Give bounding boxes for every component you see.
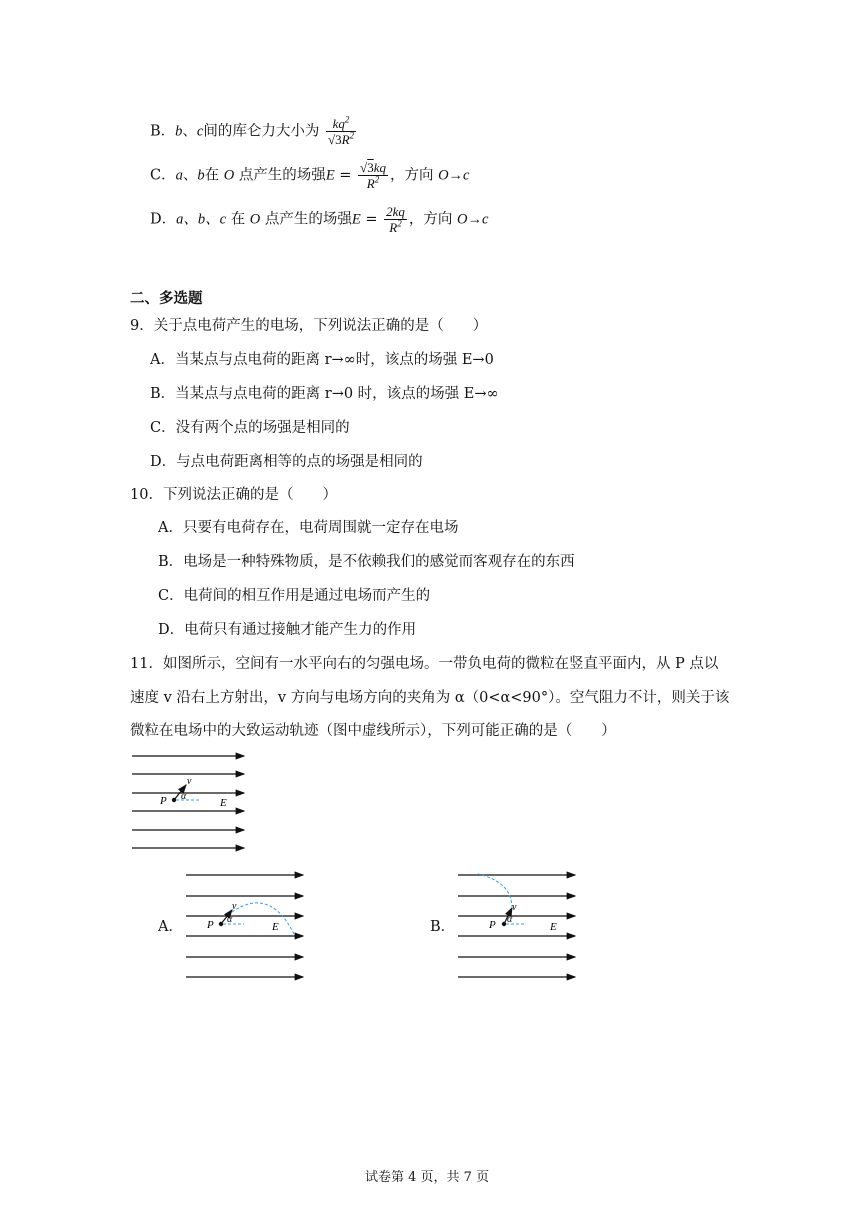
svg-text:v: v <box>232 901 237 912</box>
q11-main-figure <box>128 748 253 858</box>
q10-option-c: C．电荷间的相互作用是通过电场而产生的 <box>158 588 431 604</box>
svg-text:E: E <box>220 797 227 809</box>
q11-stem-line1: 11．如图所示，空间有一水平向右的匀强电场。一带负电荷的微粒在竖直平面内，从 P 点以 <box>130 656 719 672</box>
q9-stem: 9．关于点电荷产生的电场，下列说法正确的是（ ） <box>130 318 488 334</box>
svg-text:E: E <box>550 921 557 933</box>
svg-text:v: v <box>187 776 192 787</box>
q11-stem-line3: 微粒在电场中的大致运动轨迹（图中虚线所示），下列可能正确的是（ ） <box>130 723 616 739</box>
svg-text:v: v <box>512 902 517 913</box>
q9-option-a: A．当某点与点电荷的距离 r→∞时，该点的场强 E→0 <box>150 352 494 368</box>
q11-option-b-label: B． <box>430 919 456 935</box>
svg-text:α: α <box>507 914 513 925</box>
q11-option-b-figure <box>454 864 582 984</box>
section-title: 二、多选题 <box>130 291 203 307</box>
page-footer: 试卷第 4 页，共 7 页 <box>365 1170 490 1185</box>
svg-text:E: E <box>272 921 279 933</box>
q10-stem: 10．下列说法正确的是（ ） <box>130 487 337 503</box>
svg-text:P: P <box>489 919 496 931</box>
q8-option-b: B．b、c间的库仑力大小为 $\frac{kq^2}{√3R^2}$ <box>150 114 355 147</box>
q10-option-d: D．电荷只有通过接触才能产生力的作用 <box>158 622 417 638</box>
q8-option-c: C．a、b在 O 点产生的场强E = $\frac{√3kq}{R^2}$ ，方向 O→c <box>150 160 470 191</box>
svg-text:α: α <box>181 791 187 802</box>
fraction-coulomb-force: $\frac{kq^2}{√3R^2}$ <box>327 114 355 147</box>
q10-option-a: A．只要有电荷存在，电荷周围就一定存在电场 <box>158 520 459 536</box>
q11-option-a-figure <box>182 864 310 984</box>
q11-option-a-label: A． <box>158 919 183 935</box>
q9-option-b: B．当某点与点电荷的距离 r→0 时，该点的场强 E→∞ <box>150 386 499 402</box>
q9-option-d: D．与点电荷距离相等的点的场强是相同的 <box>150 454 423 470</box>
q11-stem-line2: 速度 v 沿右上方射出，v 方向与电场方向的夹角为 α（0<α<90°）。空气阻力不计，则关于该 <box>130 690 730 706</box>
fraction-field-c: $\frac{√3kq}{R^2}$ <box>360 160 386 191</box>
svg-text:α: α <box>227 914 233 925</box>
svg-text:P: P <box>160 795 167 807</box>
q8-option-d: D．a、b、c 在 O 点产生的场强E = $\frac{2kq}{R^2}$ ，方向 O→c <box>150 204 489 235</box>
svg-text:P: P <box>207 919 214 931</box>
fraction-field-d: $\frac{2kq}{R^2}$ <box>386 204 405 235</box>
q9-option-c: C．没有两个点的场强是相同的 <box>150 420 350 436</box>
q10-option-b: B．电场是一种特殊物质，是不依赖我们的感觉而客观存在的东西 <box>158 554 575 570</box>
